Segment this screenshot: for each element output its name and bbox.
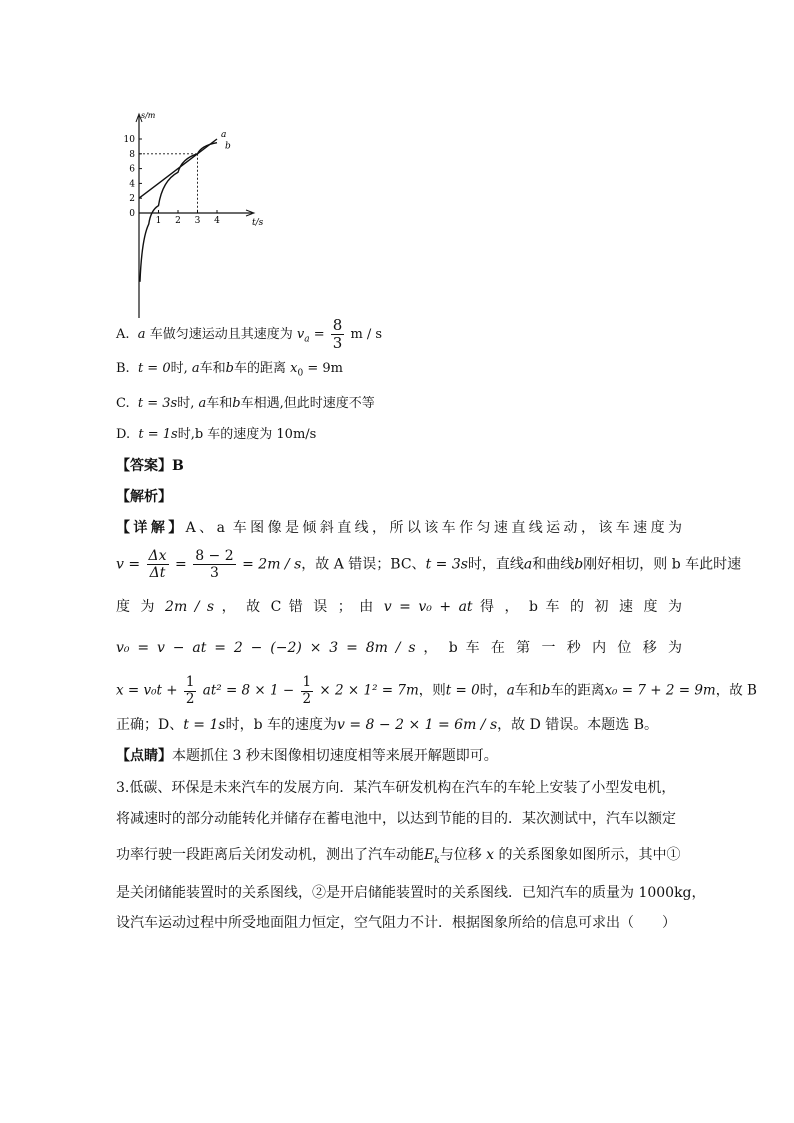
x-tick-label: 2 (175, 216, 181, 226)
tip: 【点睛】本题抓住 3 秒末图像相切速度相等来展开解题即可。 (116, 748, 498, 764)
option-a: A. a 车做匀速运动且其速度为 $v_a$ = $\frac{8}{3}$ m / s (116, 316, 383, 352)
x-tick-label: 3 (194, 216, 201, 226)
detail-line-6: 正确；D、t = 1s时，b 车的速度为v = 8 − 2 × 1 = 6m / s，故 D 错误。本题选 B。 (116, 717, 659, 733)
x-tick-label: 4 (214, 216, 220, 226)
option-b: B. t = 0时, a车和b车的距离 $x_0 = 9m$ (116, 361, 343, 379)
x-axis-label: t/s (252, 218, 264, 228)
y-tick-label: 0 (129, 209, 135, 219)
y-axis-label: s/m (141, 111, 156, 120)
series-a-label: a (221, 130, 227, 140)
answer: 【答案】B (116, 458, 184, 474)
graph-axes (124, 111, 264, 318)
y-tick-label: 10 (123, 135, 135, 145)
series-a-line (139, 139, 217, 198)
detail-line-3: 度 为 2m / s ， 故 C 错 误 ； 由 v = v₀ + at 得 ， b 车 的 初 速 度 为 (116, 599, 683, 615)
detail-line-5: x = v₀t + $\frac{1}{2}$ at² = 8 × 1 − $\frac{1}{2}$ × 2 × 1² = 7m，则t = 0时，a车和b车的距离x₀ = 7 + 2 = 9m，故 B (116, 674, 757, 707)
y-tick-label: 2 (129, 194, 135, 205)
q3-line-1: 3.低碳、环保是未来汽车的发展方向．某汽车研发机构在汽车的车轮上安装了小型发电机， (116, 780, 676, 796)
detail-line-1: 【详解】A、a 车图像是倾斜直线，所以该车作匀速直线运动，该车速度为 (116, 520, 683, 536)
s-t-graph (112, 108, 272, 326)
q3-line-4: 是关闭储能装置时的关系图线，②是开启储能装置时的关系图线．已知汽车的质量为 1000kg， (116, 885, 706, 901)
option-d: D. t = 1s时,b 车的速度为 10m/s (116, 427, 317, 442)
y-tick-label: 4 (129, 179, 135, 190)
q3-line-3: 功率行驶一段距离后关闭发动机，测出了汽车动能$E_k$与位移 x 的关系图象如图所示，其中① (116, 847, 681, 866)
q3-line-5: 设汽车运动过程中所受地面阻力恒定，空气阻力不计．根据图象所给的信息可求出（ ） (116, 915, 676, 931)
detail-line-4: v₀ = v − at = 2 − (−2) × 3 = 8m / s ， b 车 在 第 一 秒 内 位 移 为 (116, 640, 682, 656)
x-tick-label: 1 (155, 216, 162, 226)
q3-line-2: 将减速时的部分动能转化并储存在蓄电池中，以达到节能的目的．某次测试中，汽车以额定 (116, 811, 676, 827)
y-tick-label: 8 (129, 149, 135, 160)
analysis-label: 【解析】 (116, 489, 172, 505)
detail-line-2: v = $\frac{\Delta x}{\Delta t}$ = $\frac{8 - 2}{3}$ = 2m / s，故 A 错误；BC、t = 3s时，直线a和曲线b刚好相切，则 b 车此时速 (116, 548, 742, 581)
option-c: C. t = 3s时, a车和b车相遇,但此时速度不等 (116, 396, 375, 411)
y-tick-label: 6 (129, 164, 135, 175)
series-b-label: b (225, 141, 231, 152)
graph-marks (139, 130, 231, 282)
